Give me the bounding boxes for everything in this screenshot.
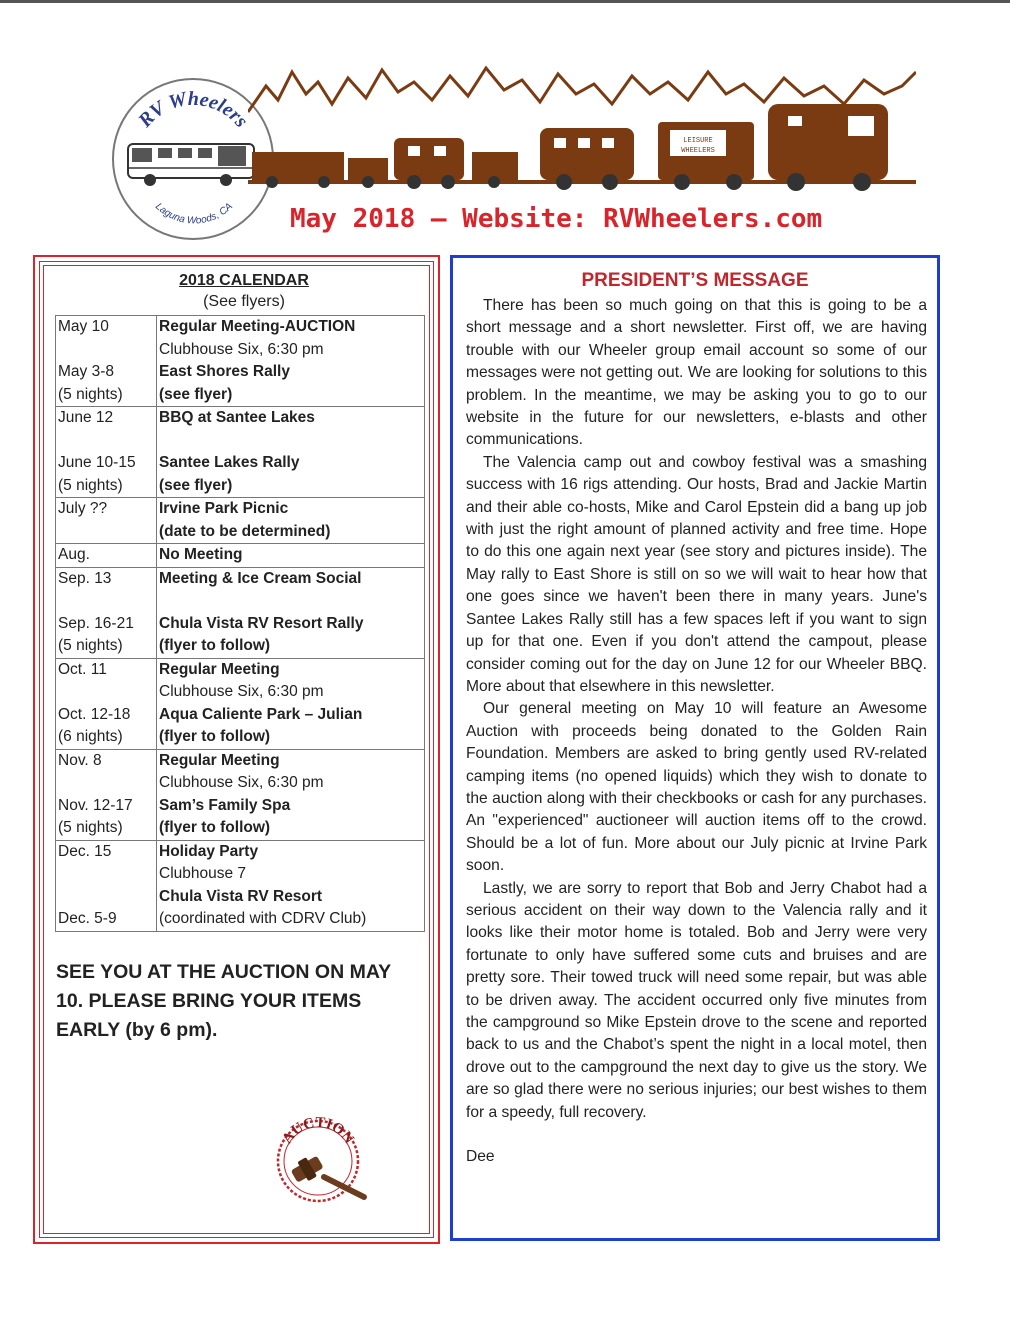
calendar-date: Oct. 11: [58, 660, 107, 678]
calendar-title: 2018 CALENDAR: [179, 272, 309, 289]
president-message-panel: [450, 255, 940, 1241]
calendar-date: [58, 772, 154, 795]
svg-text:RV Wheelers: [133, 88, 252, 133]
calendar-date: Dec. 5-9: [58, 910, 117, 927]
calendar-table: [55, 315, 425, 932]
svg-text:Laguna Woods, CA: [153, 201, 235, 227]
calendar-event: (date to be determined): [159, 522, 331, 540]
calendar-event: Regular Meeting: [159, 751, 280, 769]
president-message-title: PRESIDENT’S MESSAGE: [581, 270, 809, 291]
calendar-date: [58, 590, 154, 613]
calendar-event-cell: [157, 567, 425, 658]
calendar-date: July ??: [58, 500, 108, 517]
calendar-date: Dec. 15: [58, 842, 112, 860]
calendar-event: (flyer to follow): [159, 819, 271, 836]
message-paragraph-2: The Valencia camp out and cowboy festival was a smashing success with 16 rigs attending. Our hosts, Brad and Jackie Martin and their able co-hosts, Mike and Carol Epstein did a bang up job with just the right amount of planned activity and free time. Hope to do this one again next year (see story and pictures inside). The May rally to East Shore is still on so we will wait to hear how that one goes since we haven't been there in many years. June's Santee Lakes Rally still has a few spaces left if you want to sign up for that one. Even if you don't attend the campout, please consider coming out for the day on June 12 for our Wheeler BBQ. More about that elsewhere in this newsletter.: [466, 453, 927, 695]
calendar-subtitle: (See flyers): [203, 293, 285, 310]
calendar-date-cell: [56, 840, 157, 931]
calendar-row: [56, 840, 425, 931]
calendar-date-cell: [56, 498, 157, 544]
calendar-date-cell: [56, 407, 157, 498]
calendar-row: [56, 567, 425, 658]
calendar-event: Chula Vista RV Resort: [159, 887, 323, 905]
calendar-row: [56, 658, 425, 749]
calendar-event: Chula Vista RV Resort Rally: [159, 614, 364, 632]
calendar-event: [159, 430, 422, 453]
calendar-event-cell: [157, 658, 425, 749]
top-rule: [0, 0, 1010, 3]
calendar-event: Holiday Party: [159, 842, 259, 860]
calendar-event: Clubhouse Six, 6:30 pm: [159, 774, 324, 791]
calendar-event: Sam’s Family Spa: [159, 796, 291, 814]
auction-notice: SEE YOU AT THE AUCTION ON MAY 10. PLEASE BRING YOUR ITEMS EARLY (by 6 pm).: [56, 960, 391, 1041]
calendar-date-cell: [56, 316, 157, 407]
calendar-date-cell: [56, 544, 157, 568]
calendar-date-cell: [56, 567, 157, 658]
calendar-date-cell: [56, 658, 157, 749]
auction-stamp-text: AUCTION: [279, 1114, 357, 1147]
calendar-date: [58, 681, 154, 704]
message-paragraph-4: Lastly, we are sorry to report that Bob and Jerry Chabot had a serious accident on their way down to the Valencia rally and it looks like their motor home is totaled. Bob and Jerry were very fortunate to only have suffered some cuts and bruises and are pretty sore. Their towed truck will need some repair, but was able to be driven away. The accident occurred only five minutes from the campground so Mike Epstein drove to the scene and reported back to us and the Chabot’s spent the night in a local motel, then drove out to the campground the next day to give us the story. We are so glad there were no serious injuries; our best wishes to them for a speedy, full recovery.: [466, 879, 927, 1121]
president-message-body: [466, 295, 927, 1168]
calendar-row: [56, 316, 425, 407]
calendar-row: [56, 498, 425, 544]
motorhome-icon: [128, 144, 254, 186]
calendar-row: [56, 544, 425, 568]
calendar-event-cell: [157, 840, 425, 931]
calendar-row: [56, 749, 425, 840]
calendar-event: Clubhouse 7: [159, 865, 247, 882]
calendar-event-cell: [157, 316, 425, 407]
calendar-event: Aqua Caliente Park – Julian: [159, 705, 363, 723]
calendar-event: (see flyer): [159, 476, 233, 494]
calendar-date: [58, 430, 154, 453]
calendar-date: [58, 863, 154, 886]
calendar-date-cell: [56, 749, 157, 840]
calendar-event: [159, 590, 422, 613]
logo-bottom-text: Laguna Woods, CA: [152, 201, 236, 227]
calendar-date: (6 nights): [58, 728, 123, 745]
calendar-date: (5 nights): [58, 476, 123, 494]
calendar-date: Nov. 12-17: [58, 796, 133, 814]
calendar-event-cell: [157, 407, 425, 498]
calendar-event: (coordinated with CDRV Club): [159, 910, 367, 927]
calendar-date: [58, 521, 154, 544]
calendar-event-cell: [157, 749, 425, 840]
calendar-row: [56, 407, 425, 498]
calendar-event: (see flyer): [159, 385, 233, 403]
calendar-event: Regular Meeting: [159, 660, 280, 678]
calendar-event-cell: [157, 498, 425, 544]
calendar-date: June 10-15: [58, 454, 136, 471]
calendar-event: BBQ at Santee Lakes: [159, 409, 315, 426]
calendar-date: [58, 886, 154, 909]
auction-gavel-icon: [264, 1105, 376, 1205]
newsletter-title: May 2018 – Website: RVWheelers.com: [290, 204, 823, 234]
calendar-date: Aug.: [58, 546, 90, 563]
calendar-date: Oct. 12-18: [58, 705, 131, 723]
calendar-event: Regular Meeting-AUCTION: [159, 318, 356, 335]
logo-top-text: RV Wheelers: [134, 87, 253, 132]
mountain-rv-banner: [248, 64, 916, 194]
calendar-date: Sep. 13: [58, 569, 112, 587]
message-paragraph-1: There has been so much going on that this is going to be a short message and a short newsletter. First off, we are having trouble with our Wheeler group email account so some of our messages were not getting out. We are looking for solutions to this problem. In the meantime, we may be asking you to go to our website in the future for our newsletters, e-blasts and other communications.: [466, 297, 927, 449]
message-paragraph-3: Our general meeting on May 10 will feature an Awesome Auction with proceeds being donated to the Golden Rain Foundation. Members are asked to bring gently used RV-related camping items (no opened liquids) which they wish to donate to the auction along with their checkbooks or cash for any purchases. An "experienced" auctioneer will auction items off to the crowd. Should be a lot of fun. More about our July picnic at Irvine Park soon.: [466, 700, 927, 875]
calendar-event: (flyer to follow): [159, 637, 271, 654]
banner-sign-line1: LEISURE: [683, 137, 713, 145]
calendar-date: May 10: [58, 318, 109, 335]
calendar-date: May 3-8: [58, 363, 114, 380]
calendar-date: Nov. 8: [58, 751, 102, 769]
calendar-event: Santee Lakes Rally: [159, 454, 300, 471]
calendar-event: Meeting & Ice Cream Social: [159, 569, 362, 587]
calendar-date: (5 nights): [58, 637, 123, 654]
calendar-date: June 12: [58, 409, 114, 426]
calendar-date: (5 nights): [58, 385, 123, 403]
banner-sign-line2: WHEELERS: [681, 147, 715, 155]
calendar-event: (flyer to follow): [159, 728, 271, 745]
calendar-event: Clubhouse Six, 6:30 pm: [159, 340, 324, 358]
signature: Dee: [466, 1148, 495, 1166]
calendar-event-cell: [157, 544, 425, 568]
calendar-panel: [33, 255, 440, 1244]
calendar-date: [58, 339, 154, 362]
calendar-event: No Meeting: [159, 546, 243, 563]
calendar-event: Clubhouse Six, 6:30 pm: [159, 683, 324, 700]
calendar-event: East Shores Rally: [159, 363, 290, 380]
calendar-date: (5 nights): [58, 819, 123, 836]
calendar-date: Sep. 16-21: [58, 614, 134, 632]
calendar-event: Irvine Park Picnic: [159, 500, 289, 517]
